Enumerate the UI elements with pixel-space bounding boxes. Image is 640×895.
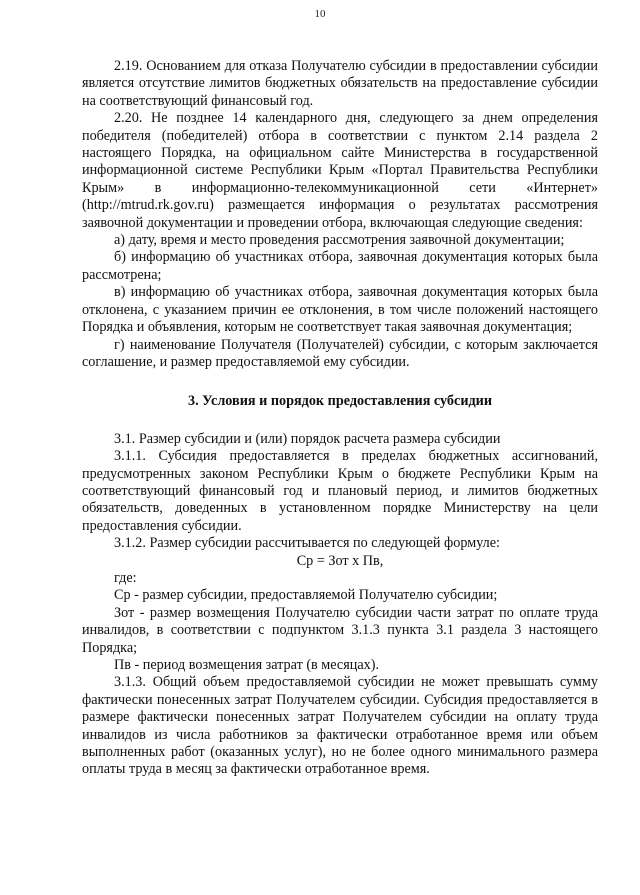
paragraph-3-1: 3.1. Размер субсидии и (или) порядок расчета размера субсидии — [114, 430, 501, 447]
definition-sr: Ср - размер субсидии, предоставляемой Получателю субсидии; — [114, 587, 498, 604]
where-label: где: — [114, 569, 137, 586]
section-heading: 3. Условия и порядок предоставления субсидии — [187, 393, 493, 410]
paragraph-3-1-2: 3.1.2. Размер субсидии рассчитывается по следующей формуле: — [114, 535, 500, 552]
formula: Ср = Зот х Пв, — [296, 552, 384, 569]
definition-zot: Зот - размер возмещения Получателю субсидии части затрат по оплате труда инвалидов, в соответствии с подпунктом 3.1.3 пункта 3.1 раздела 3 настоящего Порядка; — [82, 604, 598, 656]
paragraph-2-20: 2.20. Не позднее 14 календарного дня, следующего за днем определения победителя (победителей) отбора в соответствии с пунктом 2.14 раздела 2 настоящего Порядка, на официальном сайте Министерства в государственной информационной системе Республики Крым «Портал Правительства Республики Крым» в информационно-телекоммуникационной сети «Интернет» (http://mtrud.rk.gov.ru) размещается информация о результатах рассмотрения заявочной документации и проведении отбора, включающая следующие сведения: — [82, 110, 598, 231]
list-item-a: а) дату, время и место проведения рассмотрения заявочной документации; — [114, 232, 565, 249]
document-body — [82, 58, 598, 779]
paragraph-3-1-1: 3.1.1. Субсидия предоставляется в пределах бюджетных ассигнований, предусмотренных законом Республики Крым о бюджете Республики Крым на соответствующий финансовый год и плановый период, и лимитов бюджетных обязательств, доведенных в установленном порядке Министерству на цели предоставления субсидии. — [82, 448, 598, 534]
list-item-g: г) наименование Получателя (Получателей) субсидии, с которым заключается соглашение, и размер предоставляемой ему субсидии. — [82, 336, 598, 370]
paragraph-2-19: 2.19. Основанием для отказа Получателю субсидии в предоставлении субсидии является отсутствие лимитов бюджетных обязательств на предоставление субсидии на соответствующий финансовый год. — [82, 58, 598, 109]
paragraph-3-1-3: 3.1.3. Общий объем предоставляемой субсидии не может превышать сумму фактически понесенных затрат Получателем субсидии. Субсидия предоставляется в размере фактически понесенных затрат Получателем субсидии на оплату труда инвалидов из числа работников за фактически отработанное время или объем выполненных работ (оказанных услуг), но не более одного минимального размера оплаты труда в месяц за фактически отработанное время. — [82, 674, 598, 778]
definition-pv: Пв - период возмещения затрат (в месяцах). — [114, 657, 379, 673]
page-number: 10 — [314, 8, 326, 20]
list-item-v: в) информацию об участниках отбора, заявочная документация которых была отклонена, с указанием причин ее отклонения, в том числе положений настоящего Порядка и объявления, которым не соответствует такая заявочная документация; — [82, 284, 598, 336]
list-item-b: б) информацию об участниках отбора, заявочная документация которых была рассмотрена; — [82, 249, 598, 283]
